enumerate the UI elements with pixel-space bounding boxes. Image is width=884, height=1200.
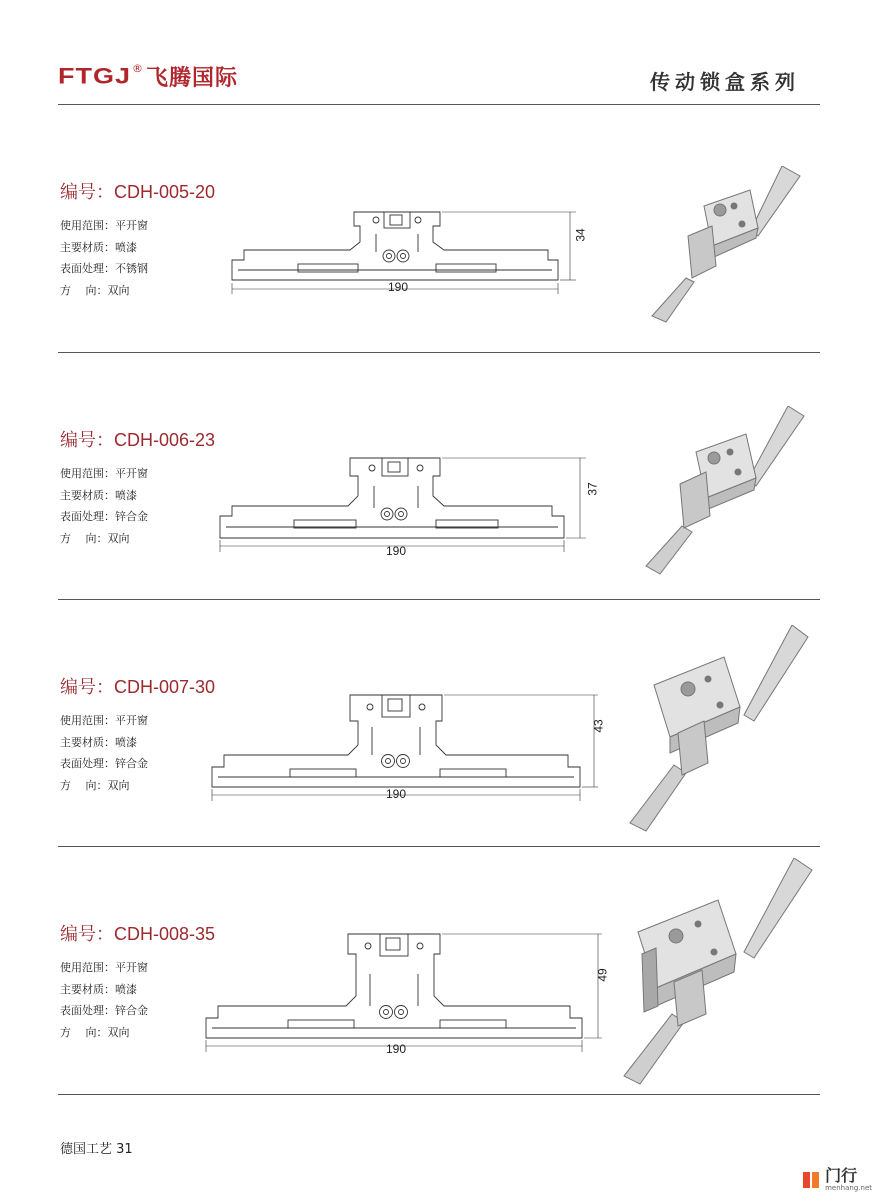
watermark-logo-icon <box>801 1170 821 1190</box>
product-photo <box>624 625 814 835</box>
product-item-cdh-005-20 <box>58 178 820 418</box>
spec-usage: 使用范围：平开窗 <box>60 961 148 974</box>
section-divider <box>58 1094 820 1095</box>
width-dimension: 190 <box>388 280 409 294</box>
watermark-brand: 门行 <box>825 1166 858 1185</box>
product-photo <box>646 166 806 328</box>
section-divider <box>58 599 820 600</box>
watermark <box>801 1168 872 1192</box>
section-divider <box>58 352 820 353</box>
height-dimension: 49 <box>595 968 610 982</box>
technical-drawing <box>218 434 588 554</box>
height-dimension: 43 <box>591 719 606 733</box>
spec-direction: 方 向：双向 <box>60 1025 130 1039</box>
product-photo <box>638 406 808 578</box>
product-specs <box>60 957 148 1043</box>
spec-usage: 使用范围：平开窗 <box>60 219 148 232</box>
width-dimension: 190 <box>386 787 407 801</box>
header-divider <box>58 104 820 105</box>
spec-surface: 表面处理：锌合金 <box>60 1004 148 1017</box>
product-specs <box>60 215 148 301</box>
registered-mark: ® <box>132 62 144 75</box>
spec-direction: 方 向：双向 <box>60 778 130 792</box>
watermark-site: menhang.net <box>825 1184 872 1192</box>
spec-material: 主要材质：喷漆 <box>60 982 137 996</box>
product-code: 编号：CDH-007-30 <box>60 677 216 697</box>
spec-surface: 表面处理：不锈钢 <box>60 262 148 275</box>
spec-usage: 使用范围：平开窗 <box>60 467 148 480</box>
technical-drawing <box>204 928 604 1054</box>
spec-material: 主要材质：喷漆 <box>60 735 137 749</box>
spec-material: 主要材质：喷漆 <box>60 240 137 254</box>
height-dimension: 34 <box>573 228 588 242</box>
product-code: 编号：CDH-005-20 <box>60 182 216 202</box>
product-photo <box>618 858 818 1088</box>
brand-wordmark: FTGJ <box>58 64 132 89</box>
product-item-cdh-008-35 <box>58 920 820 1160</box>
width-dimension: 190 <box>386 1042 407 1056</box>
spec-surface: 表面处理：锌合金 <box>60 757 148 770</box>
height-dimension: 37 <box>585 482 600 496</box>
spec-material: 主要材质：喷漆 <box>60 488 137 502</box>
brand-logo <box>58 64 238 94</box>
spec-direction: 方 向：双向 <box>60 531 130 545</box>
product-code: 编号：CDH-006-23 <box>60 430 216 450</box>
product-specs <box>60 710 148 796</box>
spec-surface: 表面处理：锌合金 <box>60 510 148 523</box>
series-title: 传动锁盒系列 <box>650 70 800 94</box>
product-code: 编号：CDH-008-35 <box>60 924 216 944</box>
product-specs <box>60 463 148 549</box>
section-divider <box>58 846 820 847</box>
width-dimension: 190 <box>386 544 407 558</box>
spec-usage: 使用范围：平开窗 <box>60 714 148 727</box>
page-footer: 德国工艺 31 <box>60 1142 133 1157</box>
brand-chinese-name: 飞腾国际 <box>146 66 239 91</box>
spec-direction: 方 向：双向 <box>60 283 130 297</box>
